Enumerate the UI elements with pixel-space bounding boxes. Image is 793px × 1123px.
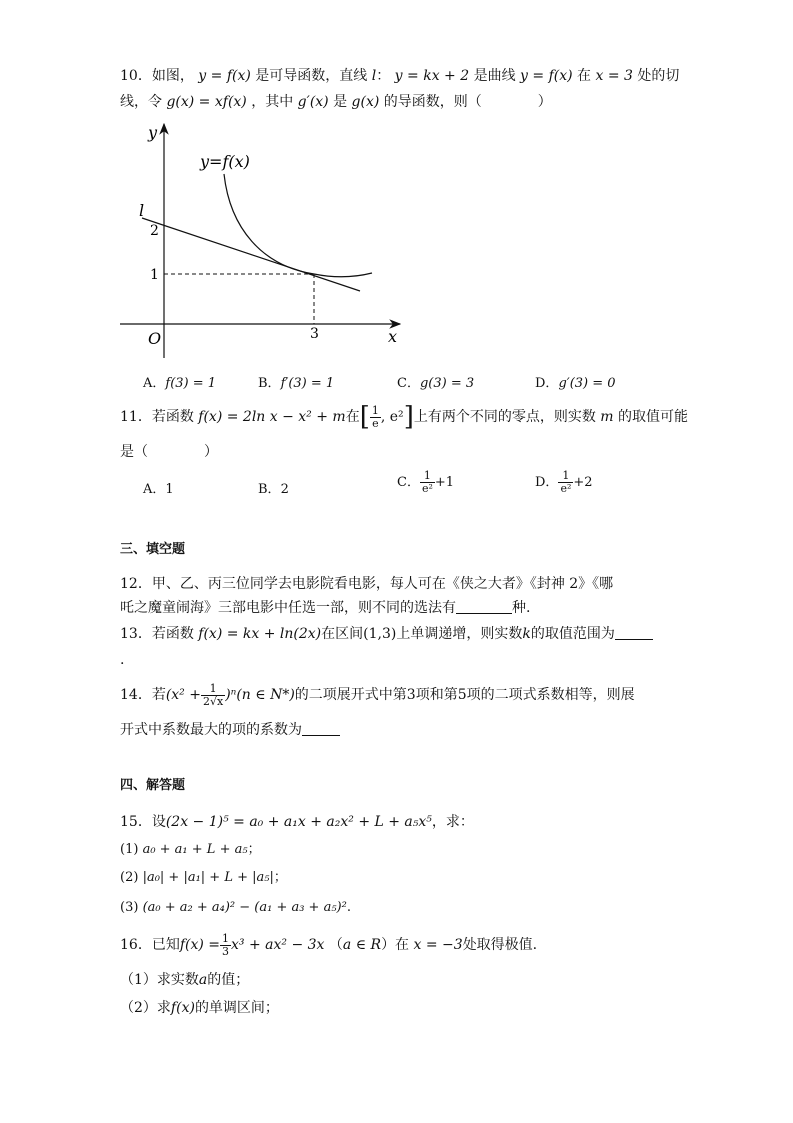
q15-item-1 — [120, 840, 261, 860]
frac-num: 1 — [558, 470, 573, 483]
item-var: a — [198, 972, 208, 988]
q16-func-right: x³ + ax² − 3x — [231, 937, 325, 953]
option-tail: +2 — [573, 475, 593, 490]
q10-math-line: y = kx + 2 — [394, 68, 470, 84]
q11-text-e: 是（ ） — [120, 444, 218, 460]
q11-option-d[interactable] — [535, 470, 593, 495]
section-fill-in: 三、填空题 — [120, 542, 186, 557]
item-label: (2) — [120, 870, 139, 885]
q10-text-a: 10．如图， — [120, 68, 194, 84]
q11-option-c[interactable] — [397, 470, 454, 495]
q12-line2 — [120, 598, 530, 618]
q11-line2 — [120, 442, 218, 462]
item-expr: a₀ + a₁ + L + a₅ — [142, 842, 248, 857]
q13-interval: (1,3) — [363, 626, 397, 642]
option-letter: A． — [143, 376, 166, 391]
item-tail: ； — [247, 842, 261, 857]
q15-line1 — [120, 812, 474, 832]
option-letter: C． — [397, 475, 420, 490]
q16-line1 — [120, 930, 537, 960]
option-text: 2 — [280, 482, 289, 497]
q10-line2 — [120, 92, 552, 112]
q15-item-2 — [120, 868, 287, 888]
q13-math-func: f(x) = kx + ln(2x) — [198, 626, 322, 642]
option-tail: +1 — [434, 475, 455, 490]
item-tail: ； — [273, 870, 287, 885]
q14-frac — [201, 683, 225, 708]
q13-text-c: 上单调递增，则实数 — [396, 626, 523, 642]
q10-math-l: l — [371, 68, 377, 84]
q10-line1 — [120, 66, 679, 86]
q14-answer-blank[interactable] — [302, 721, 340, 736]
frac-num: 1 — [371, 403, 379, 417]
frac-den: e² — [421, 482, 433, 495]
option-letter: B． — [258, 376, 281, 391]
q14-line2 — [120, 720, 340, 740]
right-bracket: ] — [403, 402, 414, 432]
q10-math-gp: g′(x) — [297, 94, 329, 110]
q12-line1: 12．甲、乙、丙三位同学去电影院看电影，每人可在《侠之大者》《封神 2》《哪 — [120, 576, 614, 592]
item-label: (1) — [120, 842, 139, 857]
q11-text-c: 上有两个不同的零点，则实数 — [413, 409, 596, 425]
q11-option-b[interactable] — [258, 478, 289, 497]
q14-text-c: 开式中系数最大的项的系数为 — [120, 722, 302, 738]
q10-option-c[interactable] — [397, 372, 474, 391]
q14-expr-right: )ⁿ(n ∈ N*) — [225, 687, 295, 703]
q13-text-a: 13．若函数 — [120, 626, 194, 642]
q16-point: x = −3 — [413, 937, 463, 953]
q10-math-x3: x = 3 — [595, 68, 633, 84]
frac-num: 1 — [420, 470, 435, 483]
q12-text-b: 种. — [512, 600, 531, 616]
q11-line1 — [120, 402, 688, 432]
x-axis-label: x — [388, 327, 398, 346]
item-tail: 的单调区间； — [194, 1000, 279, 1016]
q10-math-g: g(x) = xf(x) — [166, 94, 247, 110]
q10-option-d[interactable] — [535, 372, 616, 391]
q11-option-a[interactable] — [143, 478, 174, 497]
q11-math-m: m — [600, 409, 614, 425]
frac-den: 3 — [222, 944, 230, 958]
option-text: f(3) = 1 — [165, 376, 217, 391]
q10-colon: ： — [376, 68, 391, 84]
q14-text-b: 的二项展开式中第3项和第5项的二项式系数相等，则展 — [294, 687, 635, 703]
option-frac — [420, 470, 435, 495]
curve-label: y=f(x) — [200, 152, 250, 171]
q10-option-b[interactable] — [258, 372, 334, 391]
q10-text-f: 线，令 — [120, 94, 162, 110]
q10-graph — [112, 118, 412, 366]
y-axis-label: y — [148, 123, 158, 142]
option-text: g(3) = 3 — [419, 376, 475, 391]
curve-fx — [224, 174, 372, 277]
option-letter: B． — [258, 482, 281, 497]
option-text: g′(3) = 0 — [558, 376, 616, 391]
frac-den: e — [372, 416, 379, 430]
q10-math-yfx: y = f(x) — [198, 68, 251, 84]
q16-cond: a ∈ R — [342, 937, 382, 953]
q14-line1 — [120, 680, 635, 710]
q15-expr: (2x − 1)⁵ = a₀ + a₁x + a₂x² + L + a₅x⁵ — [165, 814, 432, 830]
q16-text-d: 处取得极值. — [462, 937, 538, 953]
q11-math-func: f(x) = 2ln x − x² + m — [198, 409, 346, 425]
q10-text-i: 的导函数，则（ ） — [383, 94, 552, 110]
q16-text-b: （ — [328, 937, 343, 953]
q10-text-g: ，其中 — [251, 94, 294, 110]
item-label: （2）求 — [120, 1000, 171, 1016]
q15-item-3 — [120, 898, 351, 918]
option-frac — [558, 470, 573, 495]
option-letter: C． — [397, 376, 420, 391]
tick-label-3: 3 — [310, 326, 319, 342]
tangent-line-label: l — [139, 201, 145, 220]
q16-func-left: f(x) = — [179, 937, 221, 953]
origin-label: O — [148, 329, 162, 348]
item-expr: (a₀ + a₂ + a₄)² − (a₁ + a₃ + a₅)² — [142, 900, 347, 915]
item-var: f(x) — [170, 1000, 195, 1016]
item-label: (3) — [120, 900, 139, 915]
tick-label-1: 1 — [150, 267, 159, 283]
option-letter: D． — [535, 376, 559, 391]
q10-text-d: 在 — [577, 68, 592, 84]
q14-text-a: 14．若 — [120, 687, 166, 703]
option-text: 1 — [165, 482, 174, 497]
q10-math-gx: g(x) — [351, 94, 380, 110]
q11-interval-frac — [370, 405, 381, 430]
q10-option-a[interactable] — [143, 372, 216, 391]
q12-answer-blank[interactable] — [456, 599, 512, 614]
q10-text-b: 是可导函数，直线 — [255, 68, 368, 84]
q13-text-d: 的取值范围为 — [530, 626, 615, 642]
q14-expr-left: (x² + — [165, 687, 201, 703]
q10-math-yfx-2: y = f(x) — [520, 68, 573, 84]
item-tail: 的值； — [207, 972, 250, 988]
q16-item-1 — [120, 970, 249, 990]
q11-interval-right: , e² — [380, 409, 404, 425]
item-label: （1）求实数 — [120, 972, 199, 988]
q11-text-b: 在 — [345, 409, 360, 425]
tick-label-2: 2 — [150, 223, 159, 239]
frac-num: 1 — [201, 683, 225, 696]
q13-math-k: k — [522, 626, 531, 642]
q15-text-a: 15．设 — [120, 814, 166, 830]
q16-frac — [220, 933, 231, 958]
item-tail: . — [346, 900, 351, 915]
q11-text-d: 的取值可能 — [618, 409, 689, 425]
q12-text-a: 吒之魔童闹海》三部电影中任选一部，则不同的选法有 — [120, 600, 456, 616]
frac-den: e² — [560, 482, 572, 495]
q10-text-h: 是 — [333, 94, 348, 110]
q13-line2: . — [120, 652, 125, 668]
q13-line1 — [120, 624, 653, 644]
q10-text-c: 是曲线 — [473, 68, 516, 84]
left-bracket: [ — [359, 402, 370, 432]
option-text: f′(3) = 1 — [280, 376, 335, 391]
section-solutions: 四、解答题 — [120, 778, 186, 793]
q13-answer-blank[interactable] — [615, 625, 653, 640]
q15-text-b: ，求： — [431, 814, 474, 830]
q10-text-e: 处的切 — [637, 68, 680, 84]
item-expr: |a₀| + |a₁| + L + |a₅| — [142, 870, 274, 885]
q13-text-b: 在区间 — [321, 626, 364, 642]
option-letter: D． — [535, 475, 559, 490]
option-letter: A． — [143, 482, 166, 497]
q16-text-c: ）在 — [381, 937, 410, 953]
q11-text-a: 11．若函数 — [120, 409, 194, 425]
q16-text-a: 16．已知 — [120, 937, 180, 953]
frac-den: 2√x — [202, 694, 224, 708]
tangent-line-l — [142, 218, 360, 291]
q16-item-2 — [120, 998, 279, 1018]
frac-num: 1 — [222, 931, 230, 945]
